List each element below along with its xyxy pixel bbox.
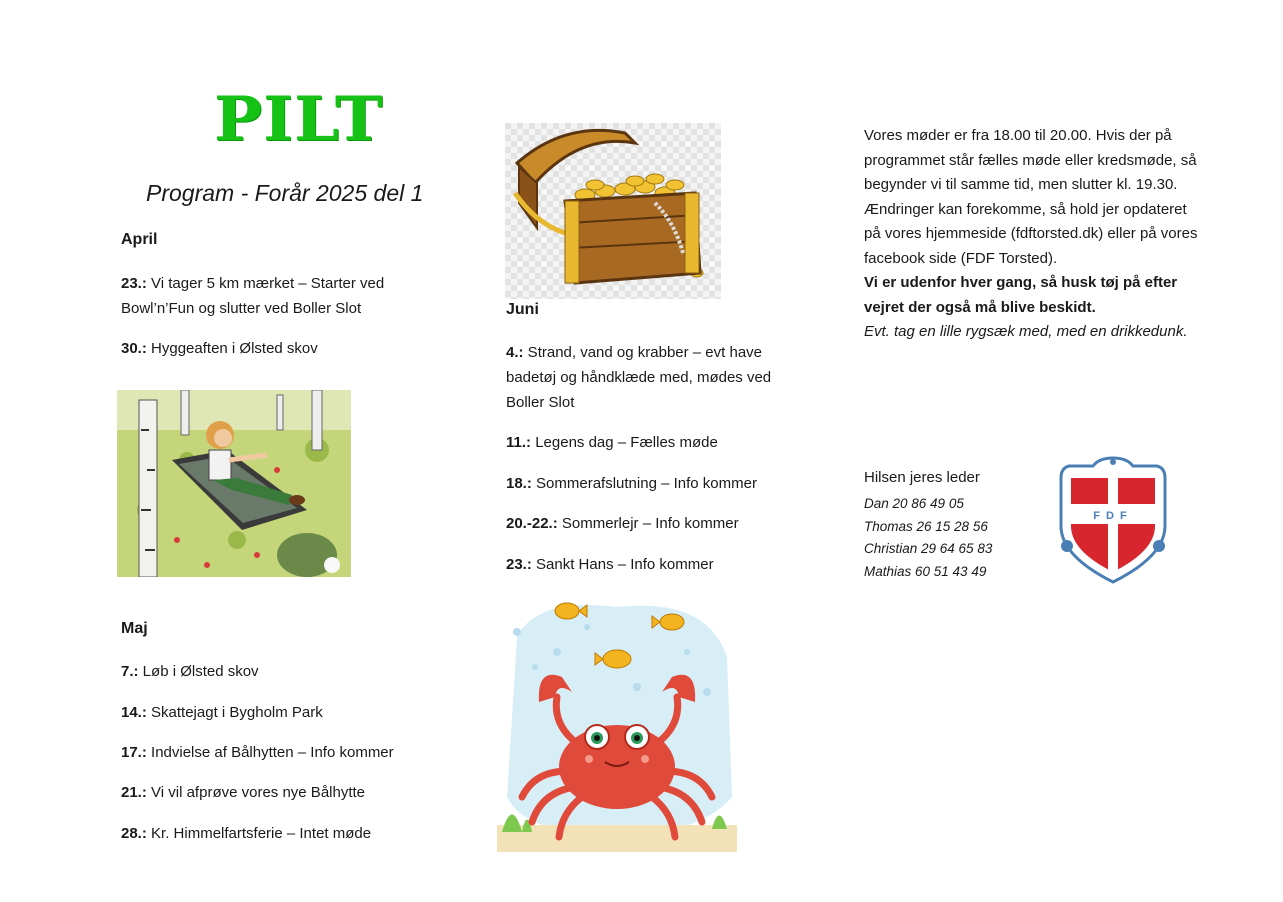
list-item xyxy=(121,700,421,725)
leader-contact: Christian 29 64 65 83 xyxy=(864,541,993,556)
item-date: 17.: xyxy=(121,744,147,761)
forest-child-illustration xyxy=(117,390,351,577)
leader-contacts xyxy=(864,493,992,583)
info-italic-note: Evt. tag en lille rygsæk med, med en drikkedunk. xyxy=(864,323,1188,340)
item-text: Vi tager 5 km mærket – Starter ved Bowl’n’Fun og slutter ved Boller Slot xyxy=(121,275,385,317)
item-date: 20.-22.: xyxy=(506,515,558,532)
item-text: Sankt Hans – Info kommer xyxy=(531,556,714,573)
list-item xyxy=(121,271,421,321)
item-text: Vi vil afprøve vores nye Bålhytte xyxy=(146,784,366,801)
leader-greeting: Hilsen jeres leder xyxy=(864,469,980,486)
list-item xyxy=(121,336,421,361)
item-text: Skattejagt i Bygholm Park xyxy=(146,704,323,721)
treasure-chest-illustration xyxy=(505,123,721,299)
item-date: 14.: xyxy=(121,704,147,721)
item-text: Legens dag – Fælles møde xyxy=(531,434,718,451)
list-item xyxy=(506,430,806,455)
crab-illustration xyxy=(497,597,737,852)
fdf-logo xyxy=(1057,456,1169,584)
page-title: PILT xyxy=(214,83,384,156)
list-item xyxy=(506,552,806,577)
leader-contact: Dan 20 86 49 05 xyxy=(864,496,964,511)
item-text: Sommerlejr – Info kommer xyxy=(557,515,739,532)
leader-contact: Mathias 60 51 43 49 xyxy=(864,563,987,579)
month-heading-maj: Maj xyxy=(121,620,148,637)
list-item xyxy=(121,780,421,805)
item-date: 7.: xyxy=(121,663,139,680)
item-text: Løb i Ølsted skov xyxy=(138,663,259,680)
leader-contact: Thomas 26 15 28 56 xyxy=(864,518,988,534)
item-date: 30.: xyxy=(121,340,147,357)
item-date: 23.: xyxy=(121,275,147,292)
list-item xyxy=(506,340,806,415)
item-date: 28.: xyxy=(121,825,147,842)
item-date: 18.: xyxy=(506,475,532,492)
page-subtitle: Program - Forår 2025 del 1 xyxy=(146,180,424,206)
item-text: Sommerafslutning – Info kommer xyxy=(531,475,757,492)
list-item xyxy=(121,659,421,684)
list-item xyxy=(506,511,806,536)
item-text: Indvielse af Bålhytten – Info kommer xyxy=(146,744,394,761)
list-item xyxy=(121,740,421,765)
info-paragraph-times: Vores møder er fra 18.00 til 20.00. Hvis der på programmet står fælles møde eller kredsmøde, så begynder vi til samme tid, men slutter kl. 19.30. xyxy=(864,127,1197,193)
item-date: 23.: xyxy=(506,556,532,573)
fdf-logo-text: FDF xyxy=(1093,510,1133,522)
item-text: Kr. Himmelfartsferie – Intet møde xyxy=(146,825,372,842)
month-heading-juni: Juni xyxy=(506,301,539,318)
item-date: 4.: xyxy=(506,344,524,361)
item-date: 21.: xyxy=(121,784,147,801)
item-text: Hyggeaften i Ølsted skov xyxy=(146,340,318,357)
list-item xyxy=(121,821,421,846)
item-text: Strand, vand og krabber – evt have badetøj og håndklæde med, mødes ved Boller Slot xyxy=(506,344,772,411)
info-bold-note: Vi er udenfor hver gang, så husk tøj på efter vejret der også må blive beskidt. xyxy=(864,274,1178,316)
item-date: 11.: xyxy=(506,434,532,451)
info-block xyxy=(864,124,1199,345)
list-item xyxy=(506,471,806,496)
month-heading-april: April xyxy=(121,231,158,248)
info-paragraph-changes: Ændringer kan forekomme, så hold jer opdateret på vores hjemmeside (fdftorsted.dk) eller på vores facebook side (FDF Torsted). xyxy=(864,200,1198,267)
